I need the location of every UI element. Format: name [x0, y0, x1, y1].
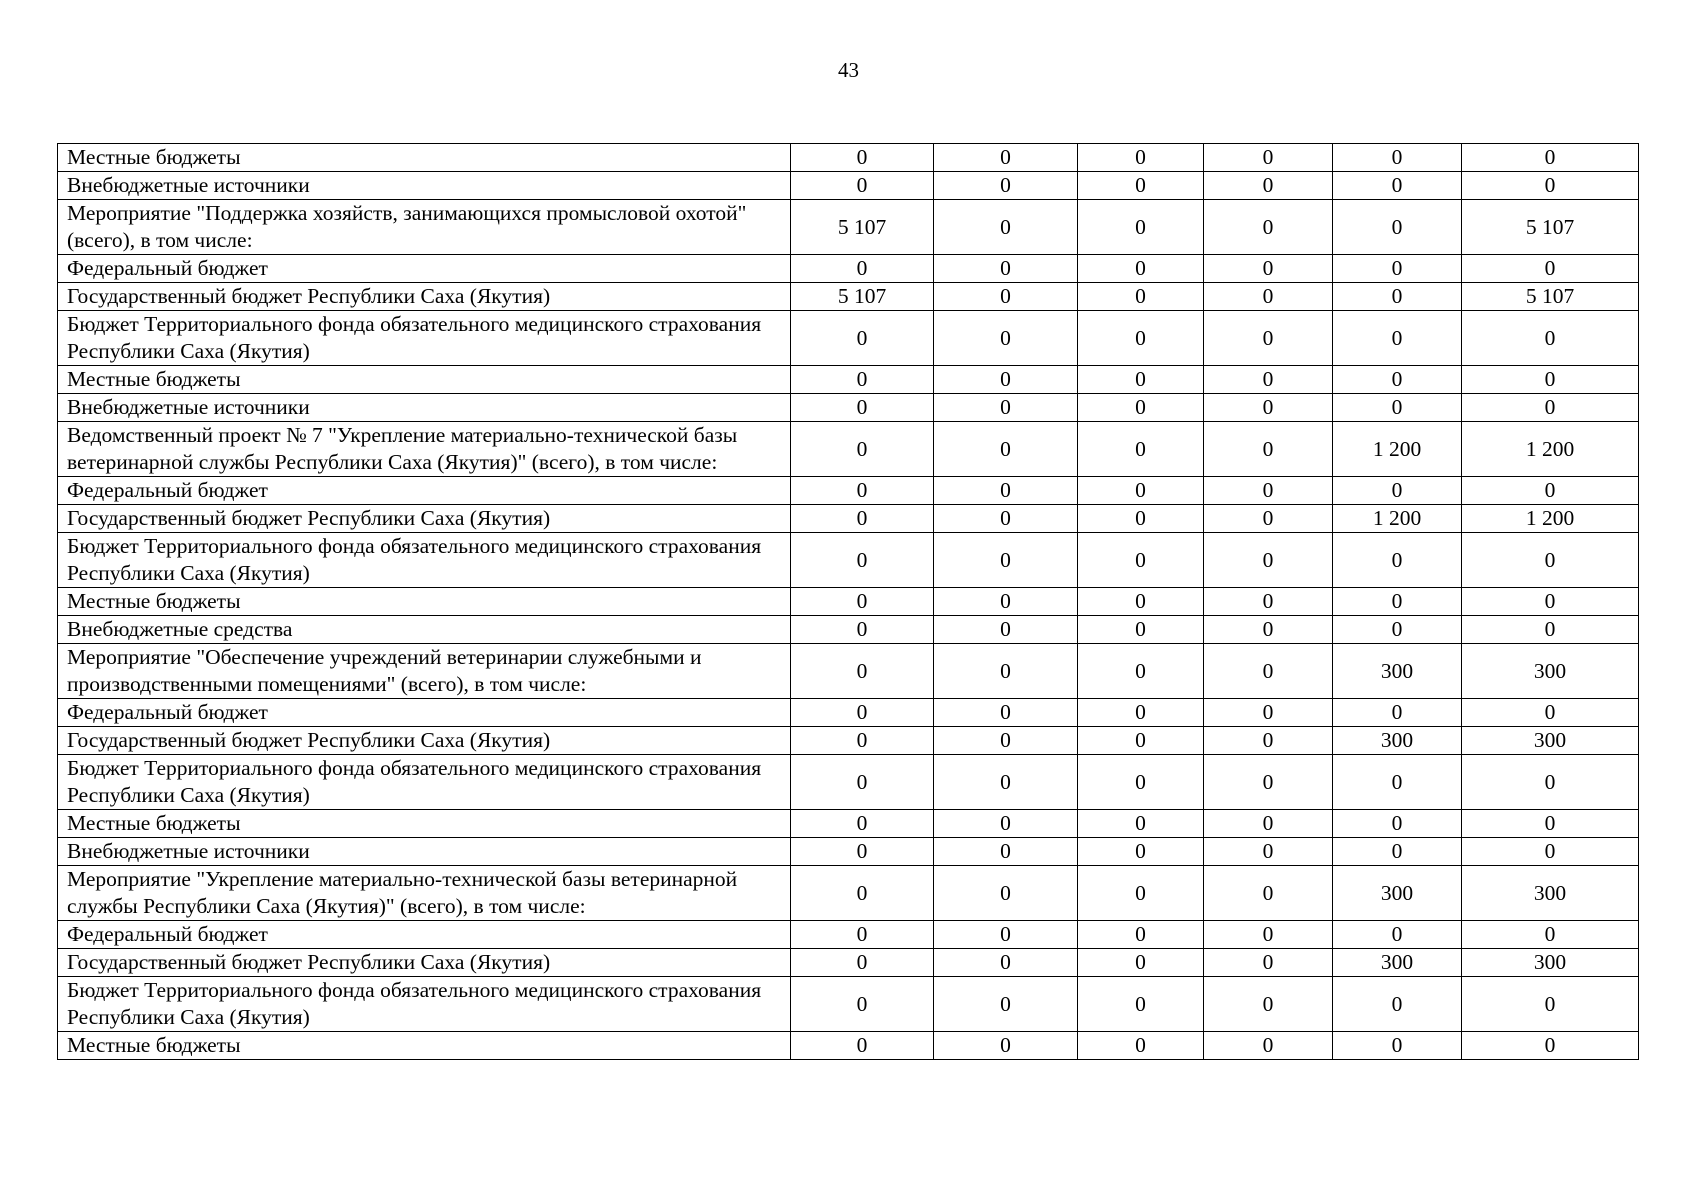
value-cell: 0	[1333, 394, 1462, 422]
value-cell: 0	[934, 977, 1078, 1032]
value-cell: 0	[934, 255, 1078, 283]
row-label: Мероприятие "Поддержка хозяйств, занимающихся промысловой охотой" (всего), в том числе:	[58, 200, 791, 255]
value-cell: 0	[1333, 755, 1462, 810]
value-cell: 0	[934, 172, 1078, 200]
value-cell: 0	[1204, 727, 1333, 755]
value-cell: 0	[1204, 255, 1333, 283]
table-row	[58, 644, 1639, 699]
value-cell: 0	[934, 144, 1078, 172]
value-cell: 0	[791, 644, 934, 699]
table-row	[58, 977, 1639, 1032]
table-row	[58, 588, 1639, 616]
value-cell: 0	[934, 311, 1078, 366]
value-cell: 0	[1078, 699, 1204, 727]
value-cell: 1 200	[1462, 505, 1639, 533]
value-cell: 0	[1204, 283, 1333, 311]
value-cell: 0	[1204, 699, 1333, 727]
row-label: Бюджет Территориального фонда обязательного медицинского страхования Республики Саха (Якутия)	[58, 755, 791, 810]
value-cell: 0	[934, 644, 1078, 699]
value-cell: 0	[1078, 366, 1204, 394]
row-label: Федеральный бюджет	[58, 255, 791, 283]
value-cell: 0	[1204, 422, 1333, 477]
value-cell: 0	[1204, 505, 1333, 533]
row-label: Федеральный бюджет	[58, 699, 791, 727]
value-cell: 300	[1462, 644, 1639, 699]
value-cell: 0	[1204, 533, 1333, 588]
value-cell: 0	[1204, 588, 1333, 616]
value-cell: 0	[1078, 311, 1204, 366]
value-cell: 0	[1333, 200, 1462, 255]
value-cell: 0	[1078, 1032, 1204, 1060]
row-label: Мероприятие "Обеспечение учреждений ветеринарии служебными и производственными помещениями" (всего), в том числе:	[58, 644, 791, 699]
row-label: Внебюджетные источники	[58, 838, 791, 866]
value-cell: 0	[1204, 616, 1333, 644]
table-row	[58, 866, 1639, 921]
table-row	[58, 394, 1639, 422]
value-cell: 0	[1333, 144, 1462, 172]
value-cell: 0	[791, 533, 934, 588]
table-row	[58, 616, 1639, 644]
value-cell: 0	[1333, 588, 1462, 616]
value-cell: 0	[791, 921, 934, 949]
value-cell: 0	[1204, 144, 1333, 172]
row-label: Внебюджетные источники	[58, 172, 791, 200]
value-cell: 0	[1078, 505, 1204, 533]
value-cell: 0	[934, 1032, 1078, 1060]
value-cell: 0	[1333, 838, 1462, 866]
value-cell: 0	[934, 949, 1078, 977]
table-row	[58, 477, 1639, 505]
value-cell: 0	[934, 505, 1078, 533]
value-cell: 0	[1462, 977, 1639, 1032]
value-cell: 0	[791, 616, 934, 644]
value-cell: 0	[1462, 588, 1639, 616]
value-cell: 0	[791, 505, 934, 533]
row-label: Федеральный бюджет	[58, 477, 791, 505]
table-row	[58, 172, 1639, 200]
value-cell: 0	[1204, 366, 1333, 394]
row-label: Бюджет Территориального фонда обязательного медицинского страхования Республики Саха (Якутия)	[58, 977, 791, 1032]
row-label: Государственный бюджет Республики Саха (Якутия)	[58, 505, 791, 533]
value-cell: 0	[1462, 366, 1639, 394]
value-cell: 0	[1462, 255, 1639, 283]
value-cell: 0	[934, 755, 1078, 810]
value-cell: 0	[934, 727, 1078, 755]
value-cell: 0	[1078, 977, 1204, 1032]
row-label: Государственный бюджет Республики Саха (Якутия)	[58, 283, 791, 311]
value-cell: 0	[934, 477, 1078, 505]
value-cell: 0	[1462, 477, 1639, 505]
value-cell: 0	[1078, 755, 1204, 810]
value-cell: 0	[1078, 172, 1204, 200]
table-row	[58, 422, 1639, 477]
value-cell: 300	[1333, 866, 1462, 921]
value-cell: 0	[1078, 644, 1204, 699]
value-cell: 0	[1078, 394, 1204, 422]
value-cell: 0	[791, 727, 934, 755]
value-cell: 0	[791, 755, 934, 810]
value-cell: 5 107	[1462, 283, 1639, 311]
value-cell: 0	[1333, 172, 1462, 200]
value-cell: 1 200	[1333, 505, 1462, 533]
value-cell: 0	[1204, 311, 1333, 366]
table-row	[58, 755, 1639, 810]
value-cell: 0	[934, 838, 1078, 866]
value-cell: 0	[1204, 172, 1333, 200]
value-cell: 0	[1204, 644, 1333, 699]
value-cell: 1 200	[1333, 422, 1462, 477]
value-cell: 300	[1333, 644, 1462, 699]
value-cell: 0	[791, 311, 934, 366]
table-row	[58, 810, 1639, 838]
value-cell: 0	[1333, 283, 1462, 311]
value-cell: 0	[1462, 533, 1639, 588]
value-cell: 0	[791, 422, 934, 477]
value-cell: 0	[1462, 311, 1639, 366]
value-cell: 0	[934, 366, 1078, 394]
value-cell: 0	[1462, 616, 1639, 644]
value-cell: 0	[1462, 838, 1639, 866]
value-cell: 0	[791, 949, 934, 977]
value-cell: 0	[934, 588, 1078, 616]
row-label: Местные бюджеты	[58, 1032, 791, 1060]
row-label: Бюджет Территориального фонда обязательного медицинского страхования Республики Саха (Якутия)	[58, 533, 791, 588]
value-cell: 0	[1078, 810, 1204, 838]
value-cell: 0	[1333, 810, 1462, 838]
value-cell: 0	[1204, 977, 1333, 1032]
value-cell: 0	[1204, 866, 1333, 921]
value-cell: 0	[1204, 1032, 1333, 1060]
value-cell: 0	[791, 255, 934, 283]
value-cell: 0	[1078, 866, 1204, 921]
value-cell: 0	[791, 144, 934, 172]
table-row	[58, 838, 1639, 866]
value-cell: 0	[1078, 255, 1204, 283]
value-cell: 0	[1462, 394, 1639, 422]
row-label: Местные бюджеты	[58, 366, 791, 394]
table-body	[58, 144, 1639, 1060]
value-cell: 5 107	[791, 283, 934, 311]
value-cell: 0	[1204, 200, 1333, 255]
value-cell: 0	[1333, 977, 1462, 1032]
row-label: Ведомственный проект № 7 "Укрепление материально-технической базы ветеринарной службы Республики Саха (Якутия)" (всего), в том числе:	[58, 422, 791, 477]
table-row	[58, 533, 1639, 588]
value-cell: 5 107	[1462, 200, 1639, 255]
value-cell: 0	[791, 977, 934, 1032]
row-label: Местные бюджеты	[58, 144, 791, 172]
value-cell: 0	[1078, 949, 1204, 977]
value-cell: 0	[1078, 533, 1204, 588]
value-cell: 0	[934, 422, 1078, 477]
value-cell: 0	[1462, 172, 1639, 200]
value-cell: 0	[791, 699, 934, 727]
value-cell: 0	[1078, 921, 1204, 949]
value-cell: 0	[1462, 1032, 1639, 1060]
value-cell: 0	[1333, 616, 1462, 644]
value-cell: 0	[791, 810, 934, 838]
value-cell: 0	[1078, 727, 1204, 755]
value-cell: 0	[791, 172, 934, 200]
value-cell: 0	[934, 616, 1078, 644]
table-row	[58, 366, 1639, 394]
value-cell: 5 107	[791, 200, 934, 255]
value-cell: 0	[1462, 921, 1639, 949]
value-cell: 0	[791, 838, 934, 866]
value-cell: 0	[1333, 477, 1462, 505]
value-cell: 300	[1462, 949, 1639, 977]
value-cell: 0	[934, 200, 1078, 255]
value-cell: 0	[1078, 283, 1204, 311]
row-label: Государственный бюджет Республики Саха (Якутия)	[58, 949, 791, 977]
value-cell: 0	[1333, 311, 1462, 366]
value-cell: 0	[1204, 921, 1333, 949]
value-cell: 0	[1333, 366, 1462, 394]
value-cell: 300	[1462, 727, 1639, 755]
value-cell: 0	[791, 366, 934, 394]
value-cell: 0	[1204, 838, 1333, 866]
table-row	[58, 311, 1639, 366]
value-cell: 0	[791, 1032, 934, 1060]
value-cell: 0	[934, 921, 1078, 949]
value-cell: 0	[934, 699, 1078, 727]
value-cell: 0	[1078, 200, 1204, 255]
row-label: Внебюджетные источники	[58, 394, 791, 422]
value-cell: 300	[1462, 866, 1639, 921]
row-label: Бюджет Территориального фонда обязательного медицинского страхования Республики Саха (Якутия)	[58, 311, 791, 366]
value-cell: 0	[934, 533, 1078, 588]
value-cell: 0	[1333, 921, 1462, 949]
value-cell: 0	[1462, 699, 1639, 727]
value-cell: 0	[934, 810, 1078, 838]
table-row	[58, 1032, 1639, 1060]
value-cell: 0	[1204, 755, 1333, 810]
page-number: 43	[838, 58, 859, 82]
table-row	[58, 505, 1639, 533]
table-row	[58, 144, 1639, 172]
value-cell: 0	[1462, 810, 1639, 838]
value-cell: 0	[1462, 144, 1639, 172]
table-row	[58, 949, 1639, 977]
value-cell: 0	[791, 866, 934, 921]
budget-table	[57, 143, 1639, 1060]
value-cell: 0	[1204, 810, 1333, 838]
value-cell: 0	[1204, 949, 1333, 977]
row-label: Внебюджетные средства	[58, 616, 791, 644]
value-cell: 0	[791, 394, 934, 422]
row-label: Федеральный бюджет	[58, 921, 791, 949]
value-cell: 0	[1078, 422, 1204, 477]
value-cell: 0	[934, 283, 1078, 311]
row-label: Местные бюджеты	[58, 810, 791, 838]
value-cell: 0	[1333, 699, 1462, 727]
table-row	[58, 200, 1639, 255]
value-cell: 0	[1078, 838, 1204, 866]
value-cell: 0	[1204, 394, 1333, 422]
value-cell: 0	[791, 477, 934, 505]
value-cell: 1 200	[1462, 422, 1639, 477]
value-cell: 0	[1078, 477, 1204, 505]
value-cell: 0	[791, 588, 934, 616]
value-cell: 0	[1462, 755, 1639, 810]
value-cell: 300	[1333, 727, 1462, 755]
value-cell: 0	[1333, 255, 1462, 283]
value-cell: 0	[1078, 616, 1204, 644]
value-cell: 0	[1078, 144, 1204, 172]
table-row	[58, 921, 1639, 949]
value-cell: 0	[1204, 477, 1333, 505]
table-row	[58, 727, 1639, 755]
row-label: Местные бюджеты	[58, 588, 791, 616]
value-cell: 0	[934, 866, 1078, 921]
row-label: Государственный бюджет Республики Саха (Якутия)	[58, 727, 791, 755]
table-row	[58, 255, 1639, 283]
table-row	[58, 699, 1639, 727]
value-cell: 0	[1078, 588, 1204, 616]
value-cell: 0	[1333, 533, 1462, 588]
value-cell: 300	[1333, 949, 1462, 977]
row-label: Мероприятие "Укрепление материально-технической базы ветеринарной службы Республики Саха (Якутия)" (всего), в том числе:	[58, 866, 791, 921]
value-cell: 0	[1333, 1032, 1462, 1060]
table-row	[58, 283, 1639, 311]
value-cell: 0	[934, 394, 1078, 422]
